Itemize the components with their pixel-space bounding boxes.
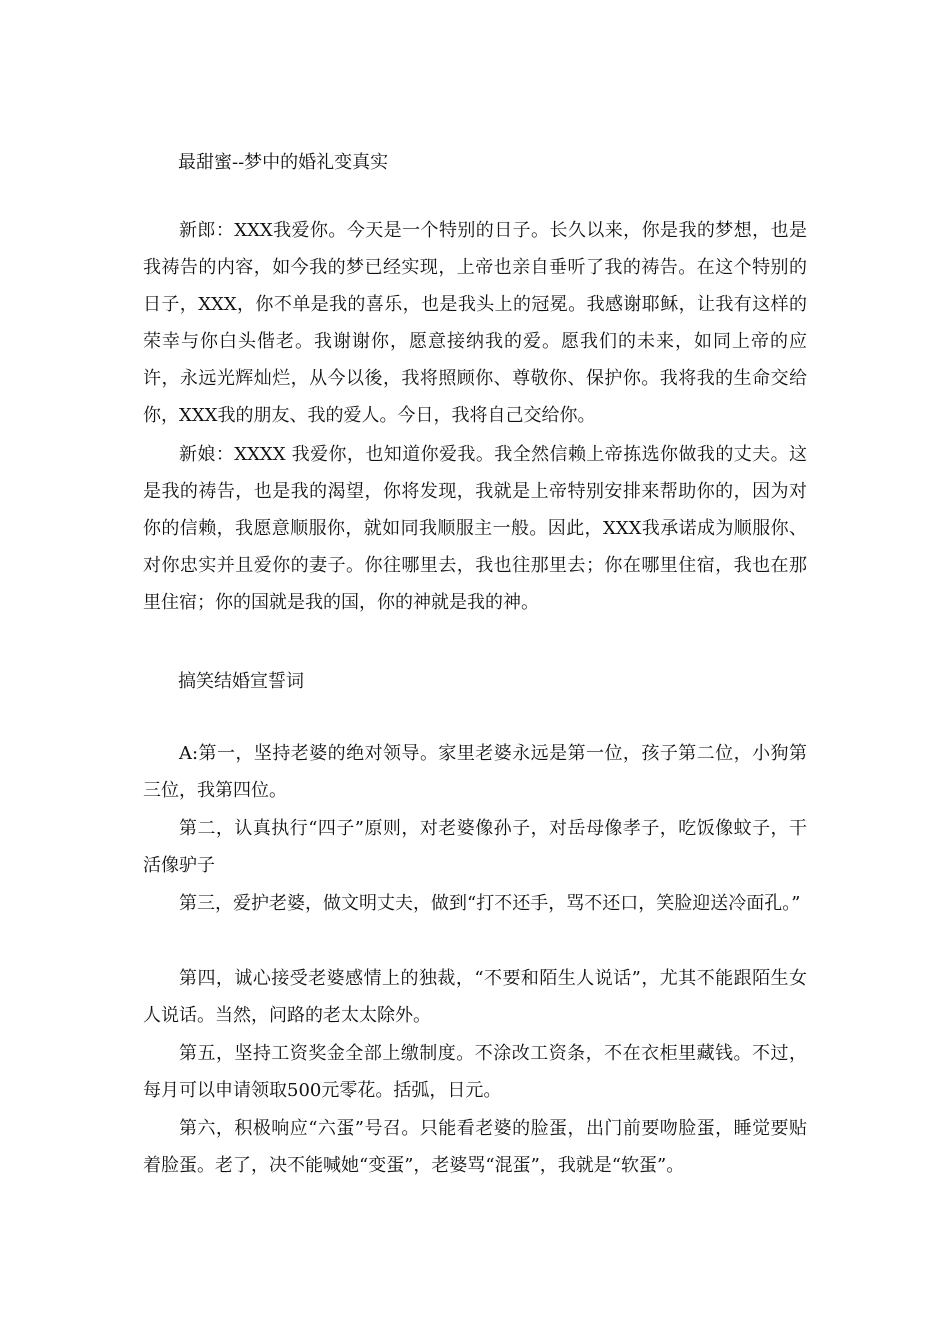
bride-vow-paragraph: 新娘：XXXX 我爱你，也知道你爱我。我全然信赖上帝拣选你做我的丈夫。这是我的祷告，也是我的渴望，你将发现，我就是上帝特别安排来帮助你的，因为对你的信赖，我愿意顺服你，就如同我顺服主一般。因此，XXX我承诺成为顺服你、对你忠实并且爱你的妻子。你往哪里去，我也往那里去；你在哪里住宿，我也在那里住宿；你的国就是我的国，你的神就是我的神。 <box>143 444 807 613</box>
section-title-funny-vows: 搞笑结婚宣誓词 <box>178 671 304 692</box>
groom-vow-paragraph: 新郎：XXX我爱你。今天是一个特别的日子。长久以来，你是我的梦想，也是我祷告的内容，如今我的梦已经实现，上帝也亲自垂听了我的祷告。在这个特别的日子，XXX，你不单是我的喜乐，也是我头上的冠冕。我感谢耶稣，让我有这样的荣幸与你白头偕老。我谢谢你，愿意接纳我的爱。愿我们的未来，如同上帝的应许，永远光辉灿烂，从今以後，我将照顾你、尊敬你、保护你。我将我的生命交给你，XXX我的朋友、我的爱人。今日，我将自己交给你。 <box>143 220 807 426</box>
funny-vow-item-4: 第四，诚心接受老婆感情上的独裁，“不要和陌生人说话”，尤其不能跟陌生女人说话。当然，问路的老太太除外。 <box>143 968 807 1026</box>
funny-vow-item-1: A:第一，坚持老婆的绝对领导。家里老婆永远是第一位，孩子第二位，小狗第三位，我第四位。 <box>143 743 807 801</box>
funny-vow-item-2: 第二，认真执行“四子”原则，对老婆像孙子，对岳母像孝子，吃饭像蚊子，干活像驴子 <box>143 818 807 876</box>
funny-vow-item-3: 第三，爱护老婆，做文明丈夫，做到“打不还手，骂不还口，笑脸迎送冷面孔。” <box>179 893 801 914</box>
section-title-sweetest: 最甜蜜--梦中的婚礼变真实 <box>178 152 389 173</box>
funny-vow-item-5: 第五，坚持工资奖金全部上缴制度。不涂改工资条，不在衣柜里藏钱。不过，每月可以申请领取500元零花。括弧，日元。 <box>143 1043 807 1101</box>
funny-vow-item-6: 第六，积极响应“六蛋”号召。只能看老婆的脸蛋，出门前要吻脸蛋，睡觉要贴着脸蛋。老了，决不能喊她“变蛋”，老婆骂“混蛋”，我就是“软蛋”。 <box>143 1118 807 1176</box>
